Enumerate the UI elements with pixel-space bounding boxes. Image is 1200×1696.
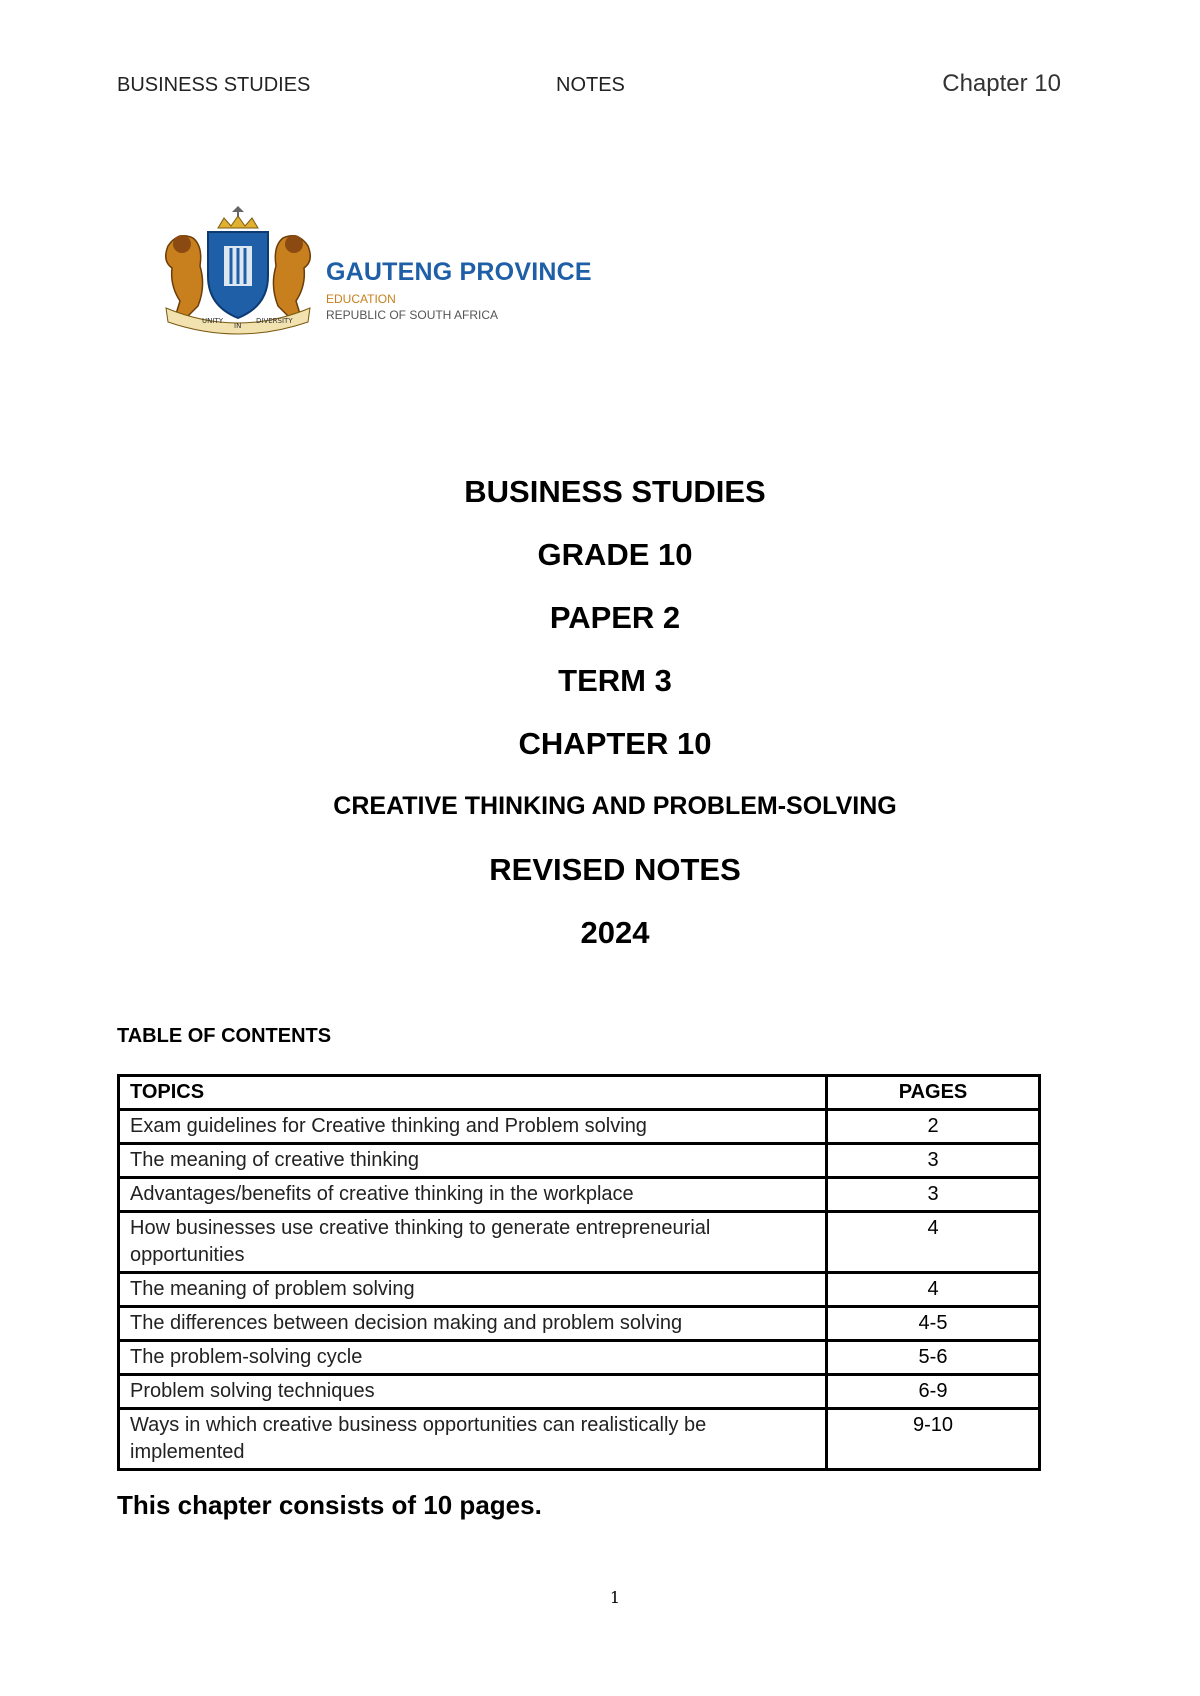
header-subject: BUSINESS STUDIES: [117, 74, 311, 96]
page-number: 1: [609, 1588, 621, 1607]
toc-pages: 6-9: [827, 1375, 1040, 1409]
logo-province-name: GAUTENG PROVINCE: [326, 258, 592, 286]
table-row: [119, 1273, 1040, 1307]
title-year: 2024: [580, 915, 650, 950]
toc-topic: Ways in which creative business opportunities can realistically be implemented: [119, 1409, 827, 1470]
header-notes: NOTES: [556, 74, 625, 96]
toc-topic: The problem-solving cycle: [119, 1341, 827, 1375]
toc-table: [117, 1074, 1041, 1471]
title-paper: PAPER 2: [549, 600, 681, 635]
motto-diversity: DIVERSITY: [256, 317, 293, 325]
title-notes: REVISED NOTES: [489, 852, 741, 887]
title-block: [0, 460, 1200, 964]
title-grade: GRADE 10: [537, 537, 693, 572]
toc-topic: The meaning of creative thinking: [119, 1144, 827, 1178]
table-row: [119, 1110, 1040, 1144]
title-topic: CREATIVE THINKING AND PROBLEM-SOLVING: [333, 792, 897, 820]
coat-of-arms-icon: [158, 206, 318, 336]
toc-topic: Exam guidelines for Creative thinking and Problem solving: [119, 1110, 827, 1144]
toc-header-row: [119, 1076, 1040, 1110]
logo-country: REPUBLIC OF SOUTH AFRICA: [326, 308, 499, 322]
toc-pages: 5-6: [827, 1341, 1040, 1375]
toc-pages: 3: [827, 1144, 1040, 1178]
table-row: [119, 1178, 1040, 1212]
gauteng-logo: [158, 206, 608, 336]
title-chapter: CHAPTER 10: [518, 726, 712, 761]
table-row: [119, 1409, 1040, 1470]
toc-topic: Advantages/benefits of creative thinking in the workplace: [119, 1178, 827, 1212]
toc-col-pages: PAGES: [827, 1076, 1040, 1110]
toc-pages: 2: [827, 1110, 1040, 1144]
toc-heading: TABLE OF CONTENTS: [117, 1025, 332, 1047]
toc-col-topics: TOPICS: [119, 1076, 827, 1110]
title-term: TERM 3: [558, 663, 672, 698]
toc-pages: 9-10: [827, 1409, 1040, 1470]
toc-pages: 4: [827, 1212, 1040, 1273]
table-row: [119, 1341, 1040, 1375]
header-chapter: Chapter 10: [942, 70, 1061, 97]
motto-unity: UNITY: [202, 317, 223, 325]
toc-topic: The differences between decision making and problem solving: [119, 1307, 827, 1341]
chapter-length-note: This chapter consists of 10 pages.: [117, 1490, 542, 1520]
motto-in: IN: [234, 322, 242, 330]
toc-topic: How businesses use creative thinking to generate entrepreneurial opportunities: [119, 1212, 827, 1273]
toc-topic: Problem solving techniques: [119, 1375, 827, 1409]
toc-pages: 4-5: [827, 1307, 1040, 1341]
table-row: [119, 1144, 1040, 1178]
table-row: [119, 1307, 1040, 1341]
table-row: [119, 1375, 1040, 1409]
toc-topic: The meaning of problem solving: [119, 1273, 827, 1307]
toc-pages: 3: [827, 1178, 1040, 1212]
title-subject: BUSINESS STUDIES: [464, 474, 766, 509]
logo-department: EDUCATION: [326, 292, 396, 306]
table-row: [119, 1212, 1040, 1273]
toc-pages: 4: [827, 1273, 1040, 1307]
